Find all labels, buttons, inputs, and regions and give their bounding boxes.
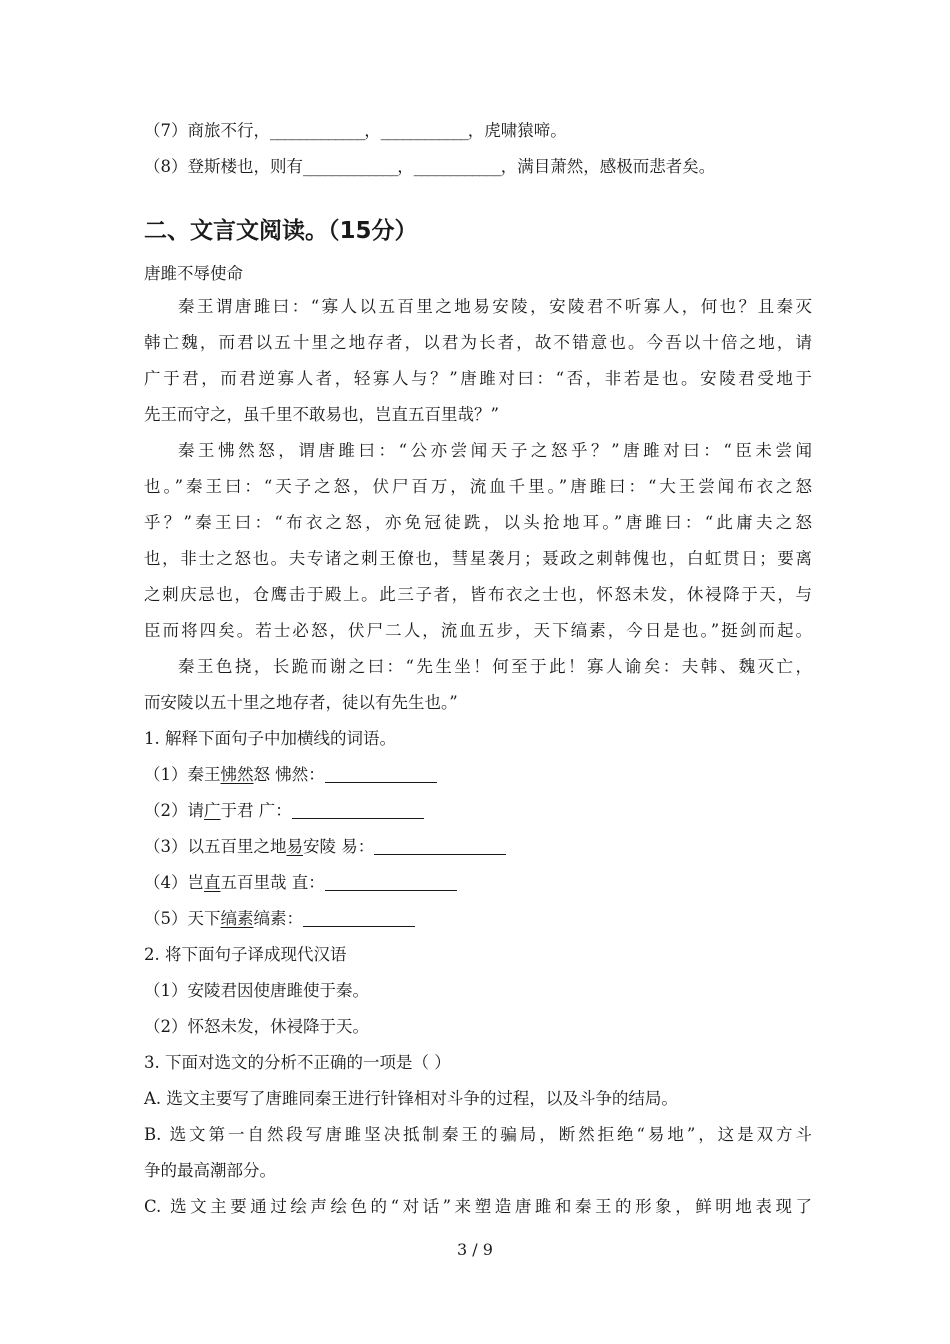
option-a: A. 选文主要写了唐雎同秦王进行针锋相对斗争的过程，以及斗争的结局。 (144, 1089, 678, 1108)
answer-blank[interactable] (292, 798, 424, 819)
passage-title: 唐雎不辱使命 (144, 264, 243, 283)
answer-blank[interactable] (325, 870, 457, 891)
passage-line: 先王而守之，虽千里不敢易也，岂直五百里哉？” (144, 405, 499, 424)
page-number: 3 / 9 (457, 1240, 493, 1259)
passage-line: 也。”秦王曰：“天子之怒，伏尸百万，流血千里。”唐雎曰：“大王尝闻布衣之怒 (144, 477, 812, 496)
passage-line: 韩亡魏，而君以五十里之地存者，以君为长者，故不错意也。今吾以十倍之地，请 (144, 333, 812, 352)
section-heading: 二、文言文阅读。（15分） (144, 218, 418, 244)
answer-blank[interactable] (325, 762, 437, 783)
blank-line[interactable]: _____________ (270, 121, 365, 140)
question-1-stem: 1. 解释下面句子中加横线的词语。 (144, 729, 396, 748)
passage-line: 秦王谓唐雎曰：“寡人以五百里之地易安陵，安陵君不听寡人，何也？且秦灭 (178, 297, 812, 316)
question-3-stem: 3. 下面对选文的分析不正确的一项是（ ） (144, 1053, 451, 1072)
passage-line: 广于君，而君逆寡人者，轻寡人与？”唐雎对曰：“否，非若是也。安陵君受地于 (144, 369, 812, 388)
answer-blank[interactable] (374, 834, 506, 855)
passage-line: 而安陵以五十里之地存者，徒以有先生也。” (144, 693, 458, 712)
question-2-item: （1）安陵君因使唐雎使于秦。 (144, 981, 369, 1000)
blank-line[interactable]: ____________ (413, 157, 501, 176)
question-1-item: （1）秦王怫然怒 怫然： (144, 757, 812, 793)
passage-line: 臣而将四矣。若士必怒，伏尸二人，流血五步，天下缟素，今日是也。”挺剑而起。 (144, 621, 812, 640)
option-c: C. 选文主要通过绘声绘色的“对话”来塑造唐雎和秦王的形象，鲜明地表现了 (144, 1197, 812, 1216)
question-2-stem: 2. 将下面句子译成现代汉语 (144, 945, 347, 964)
blank-line[interactable]: _____________ (303, 157, 398, 176)
question-1-item: （5）天下缟素缟素： (144, 901, 812, 937)
blank-line[interactable]: ____________ (380, 121, 468, 140)
option-b-continued: 争的最高潮部分。 (144, 1161, 276, 1180)
option-b: B. 选文第一自然段写唐雎坚决抵制秦王的骗局，断然拒绝“易地”，这是双方斗 (144, 1125, 812, 1144)
question-1-item: （3）以五百里之地易安陵 易： (144, 829, 812, 865)
question-2-item: （2）怀怒未发，休祲降于天。 (144, 1017, 369, 1036)
answer-blank[interactable] (303, 906, 415, 927)
passage-line: 也，非士之怒也。夫专诸之刺王僚也，彗星袭月；聂政之刺韩傀也，白虹贯日；要离 (144, 549, 812, 568)
passage-line: 之刺庆忌也，仓鹰击于殿上。此三子者，皆布衣之士也，怀怒未发，休祲降于天，与 (144, 585, 812, 604)
question-1-item: （2）请广于君 广： (144, 793, 812, 829)
passage-line: 秦王怫然怒，谓唐雎曰：“公亦尝闻天子之怒乎？”唐雎对曰：“臣未尝闻 (178, 441, 812, 460)
question-1-item: （4）岂直五百里哉 直： (144, 865, 812, 901)
passage-line: 乎？”秦王曰：“布衣之怒，亦免冠徒跣，以头抢地耳。”唐雎曰：“此庸夫之怒 (144, 513, 812, 532)
passage-line: 秦王色挠，长跪而谢之曰：“先生坐！何至于此！寡人谕矣：夫韩、魏灭亡， (178, 657, 812, 676)
passage (144, 289, 812, 721)
fill-item-7: （7）商旅不行，_____________，____________，虎啸猿啼。 (144, 121, 567, 140)
fill-item-8: （8）登斯楼也，则有_____________，____________，满目萧然，感极而悲者矣。 (144, 157, 716, 176)
